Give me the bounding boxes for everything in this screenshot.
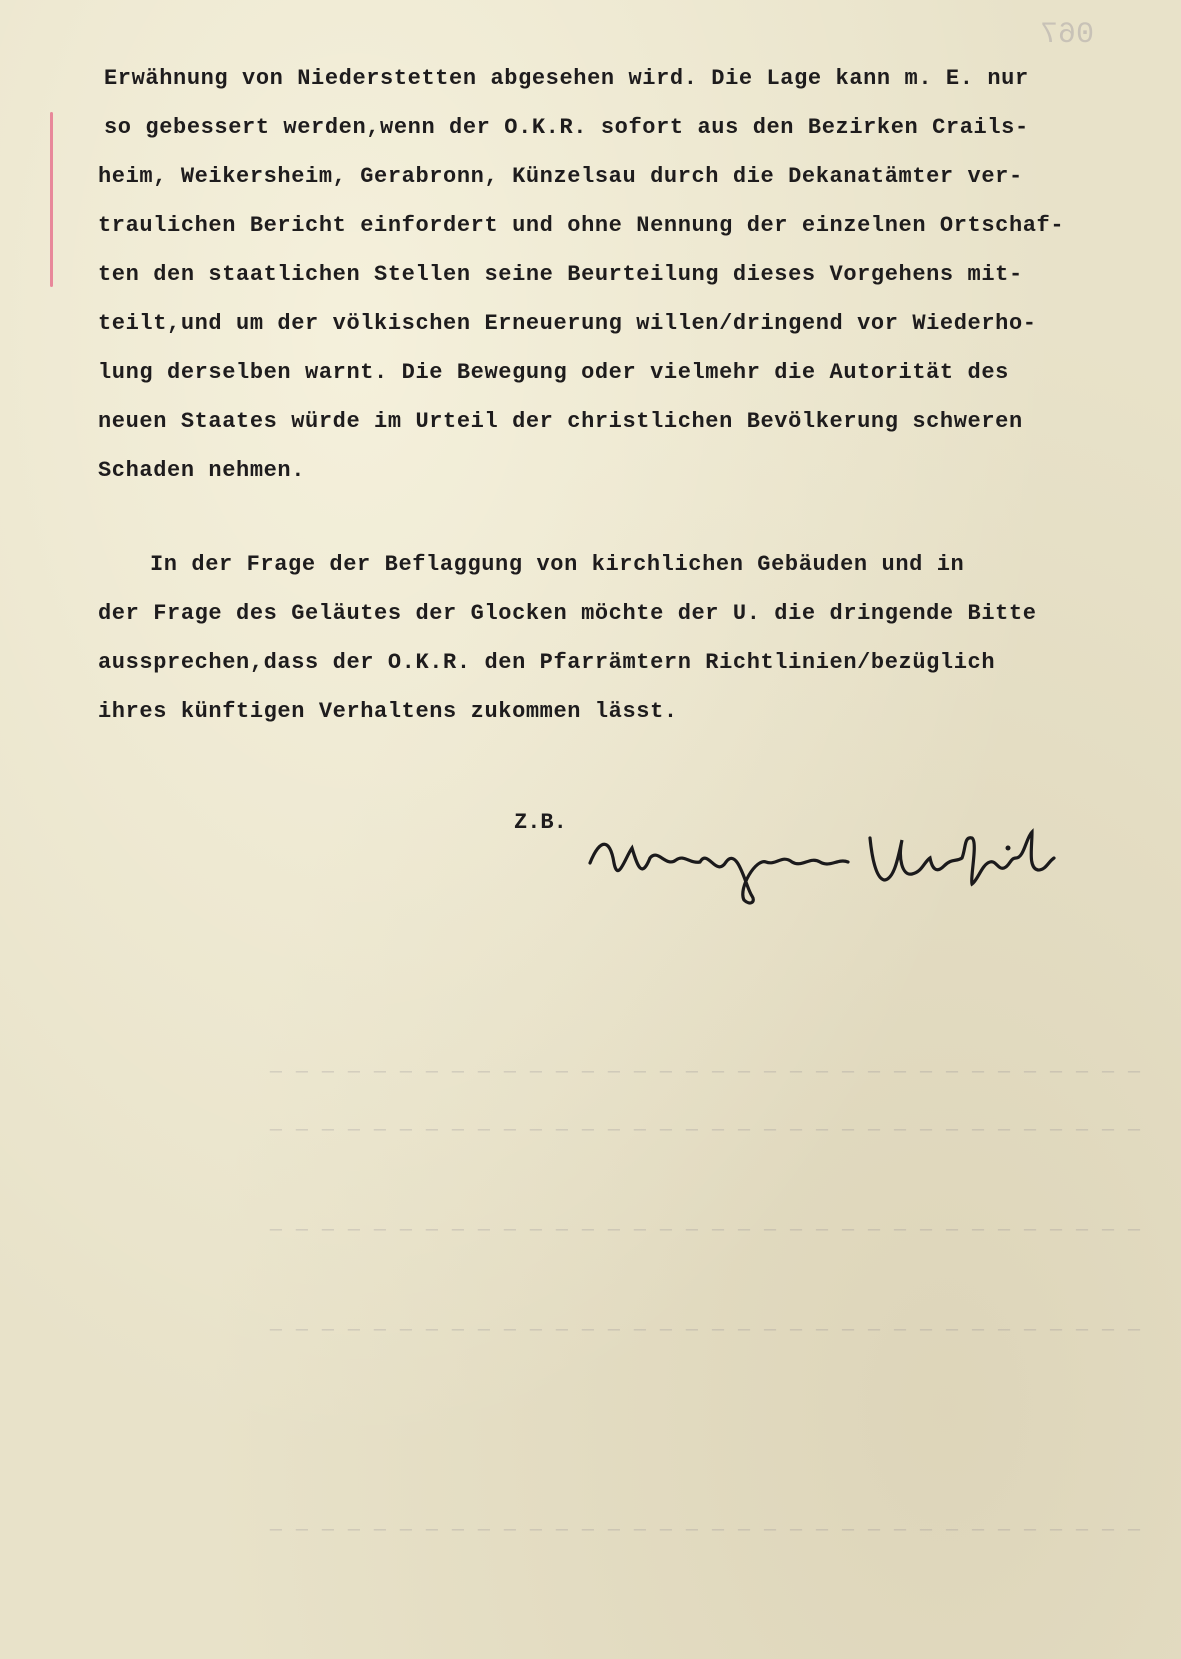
text-line: traulichen Bericht einfordert und ohne Nennung der einzelnen Ortschaf- — [98, 213, 1065, 238]
bleed-through-text: ─ ─ ─ ─ ─ ─ ─ ─ ─ ─ ─ ─ ─ ─ ─ ─ ─ ─ ─ ─ ─ ─ ─ ─ ─ ─ ─ ─ ─ ─ ─ ─ ─ ─ — [268, 1120, 1140, 1143]
text-line: der Frage des Geläutes der Glocken möchte der U. die dringende Bitte — [98, 601, 1037, 626]
page-number: 067 — [1040, 18, 1095, 52]
text-line: In der Frage der Beflaggung von kirchlichen Gebäuden und in — [150, 552, 965, 577]
text-line: neuen Staates würde im Urteil der christlichen Bevölkerung schweren — [98, 409, 1023, 434]
bleed-through-text: ─ ─ ─ ─ ─ ─ ─ ─ ─ ─ ─ ─ ─ ─ ─ ─ ─ ─ ─ ─ ─ ─ ─ ─ ─ ─ ─ ─ ─ ─ ─ ─ ─ ─ — [268, 1320, 1140, 1343]
handwritten-signature — [580, 818, 1060, 908]
text-line: aussprechen,dass der O.K.R. den Pfarrämtern Richtlinien/bezüglich — [98, 650, 996, 675]
text-line: heim, Weikersheim, Gerabronn, Künzelsau durch die Dekanatämter ver- — [98, 164, 1023, 189]
bleed-through-text: ─ ─ ─ ─ ─ ─ ─ ─ ─ ─ ─ ─ ─ ─ ─ ─ ─ ─ ─ ─ ─ ─ ─ ─ ─ ─ ─ ─ ─ ─ ─ ─ ─ ─ — [268, 1220, 1140, 1243]
text-line: teilt,und um der völkischen Erneuerung willen/dringend vor Wiederho- — [98, 311, 1037, 336]
text-line: ten den staatlichen Stellen seine Beurteilung dieses Vorgehens mit- — [98, 262, 1023, 287]
text-line: so gebessert werden,wenn der O.K.R. sofort aus den Bezirken Crails- — [104, 115, 1029, 140]
text-line: Schaden nehmen. — [98, 458, 306, 483]
margin-mark — [50, 112, 53, 287]
bleed-through-text: ─ ─ ─ ─ ─ ─ ─ ─ ─ ─ ─ ─ ─ ─ ─ ─ ─ ─ ─ ─ ─ ─ ─ ─ ─ ─ ─ ─ ─ ─ ─ ─ ─ ─ — [268, 1520, 1140, 1543]
text-line: lung derselben warnt. Die Bewegung oder vielmehr die Autorität des — [98, 360, 1009, 385]
text-line: Erwähnung von Niederstetten abgesehen wird. Die Lage kann m. E. nur — [104, 66, 1029, 91]
bleed-through-text: ─ ─ ─ ─ ─ ─ ─ ─ ─ ─ ─ ─ ─ ─ ─ ─ ─ ─ ─ ─ ─ ─ ─ ─ ─ ─ ─ ─ ─ ─ ─ ─ ─ ─ — [268, 1062, 1140, 1085]
closing-abbreviation: Z.B. — [514, 810, 567, 835]
text-line: ihres künftigen Verhaltens zukommen lässt. — [98, 699, 678, 724]
